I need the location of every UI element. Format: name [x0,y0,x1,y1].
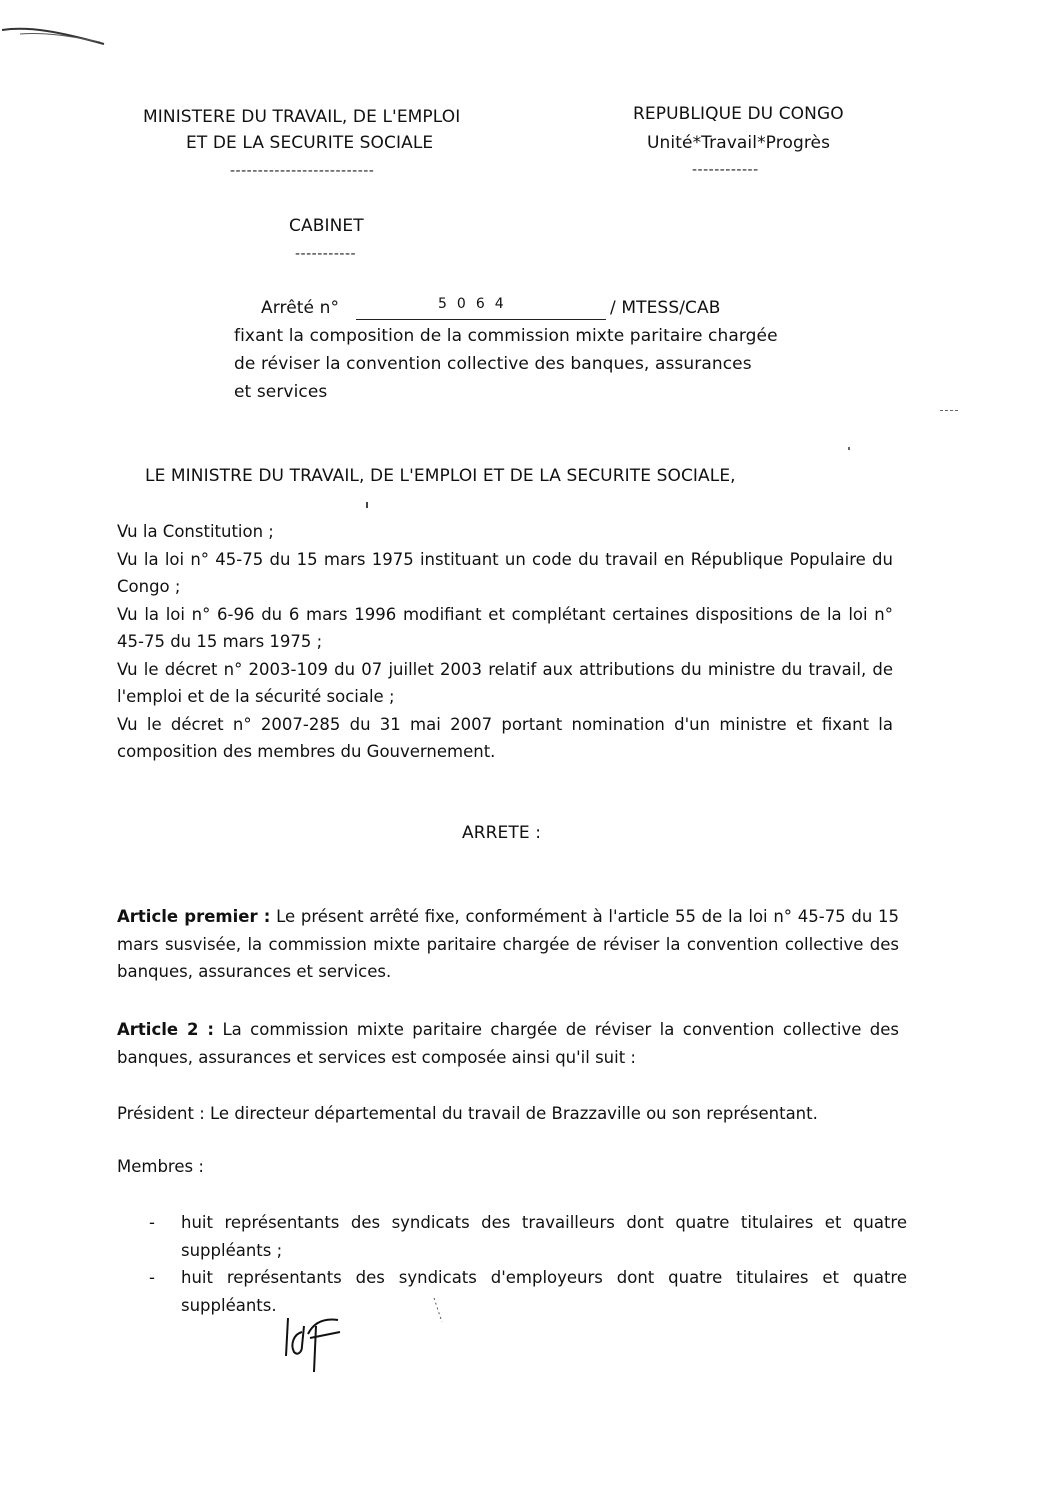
decree-number-field [356,296,606,320]
minister-title: LE MINISTRE DU TRAVAIL, DE L'EMPLOI ET DE LA SECURITE SOCIALE, [145,466,736,486]
article-1-label: Article premier : [117,907,271,926]
bullet-dash: - [149,1213,155,1232]
decree-prefix: Arrêté n° [261,298,340,318]
handwritten-initials [280,1312,350,1374]
member-text: huit représentants des syndicats des travailleurs dont quatre titulaires et quatre suppléants ; [181,1213,907,1260]
ministry-line1: MINISTERE DU TRAVAIL, DE L'EMPLOI [143,107,461,127]
bullet-dash: - [149,1268,155,1287]
decree-suffix: / MTESS/CAB [610,298,721,318]
arrete-heading: ARRETE : [462,823,542,843]
ministry-line2: ET DE LA SECURITE SOCIALE [186,133,434,153]
decree-number: 5064 [438,296,514,312]
cabinet-label: CABINET [289,216,364,236]
visa-item: Vu la loi n° 6-96 du 6 mars 1996 modifiant et complétant certaines dispositions de la loi n° 45-75 du 15 mars 1975 ; [117,604,893,651]
member-item [149,1209,907,1264]
article-2 [117,1016,899,1071]
article-1-text: Le présent arrêté fixe, conformément à l'article 55 de la loi n° 45-75 du 15 mars susvisée, la commission mixte paritaire chargée de réviser la convention collective des banques, assurances et services. [117,907,900,981]
scan-speck-icon [848,447,850,450]
ministry-separator: -------------------------- [230,163,375,179]
cabinet-separator: ----------- [295,246,357,262]
visa-item: Vu le décret n° 2003-109 du 07 juillet 2003 relatif aux attributions du ministre du travail, de l'emploi et de la sécurité sociale ; [117,659,893,706]
republic-motto: Unité*Travail*Progrès [647,133,831,153]
decree-subject-line3: et services [234,382,328,402]
visa-item: Vu le décret n° 2007-285 du 31 mai 2007 portant nomination d'un ministre et fixant la composition des membres du Gouvernement. [117,714,893,761]
member-text: huit représentants des syndicats d'employeurs dont quatre titulaires et quatre suppléants. [181,1268,907,1315]
scan-mark-icon [0,18,110,48]
scan-speck-icon [366,502,368,508]
scan-speck-icon [430,1296,450,1326]
decree-subject-line1: fixant la composition de la commission mixte paritaire chargée [234,326,778,346]
article-2-text: La commission mixte paritaire chargée de réviser la convention collective des banques, assurances et services est composée ainsi qu'il suit : [117,1020,900,1067]
republic-separator: ------------ [692,162,759,178]
visa-item: Vu la Constitution ; [117,522,274,541]
republic-title: REPUBLIQUE DU CONGO [633,104,844,124]
visa-item: Vu la loi n° 45-75 du 15 mars 1975 instituant un code du travail en République Populaire du Congo ; [117,549,893,596]
scan-speck-icon [940,410,958,412]
article-1 [117,903,899,986]
article-2-label: Article 2 : [117,1020,215,1039]
members-label: Membres : [117,1157,204,1176]
decree-subject-line2: de réviser la convention collective des banques, assurances [234,354,752,374]
member-item [149,1264,907,1319]
visas-block [117,518,893,766]
president-line: Président : Le directeur départemental du travail de Brazzaville ou son représentant. [117,1104,818,1123]
